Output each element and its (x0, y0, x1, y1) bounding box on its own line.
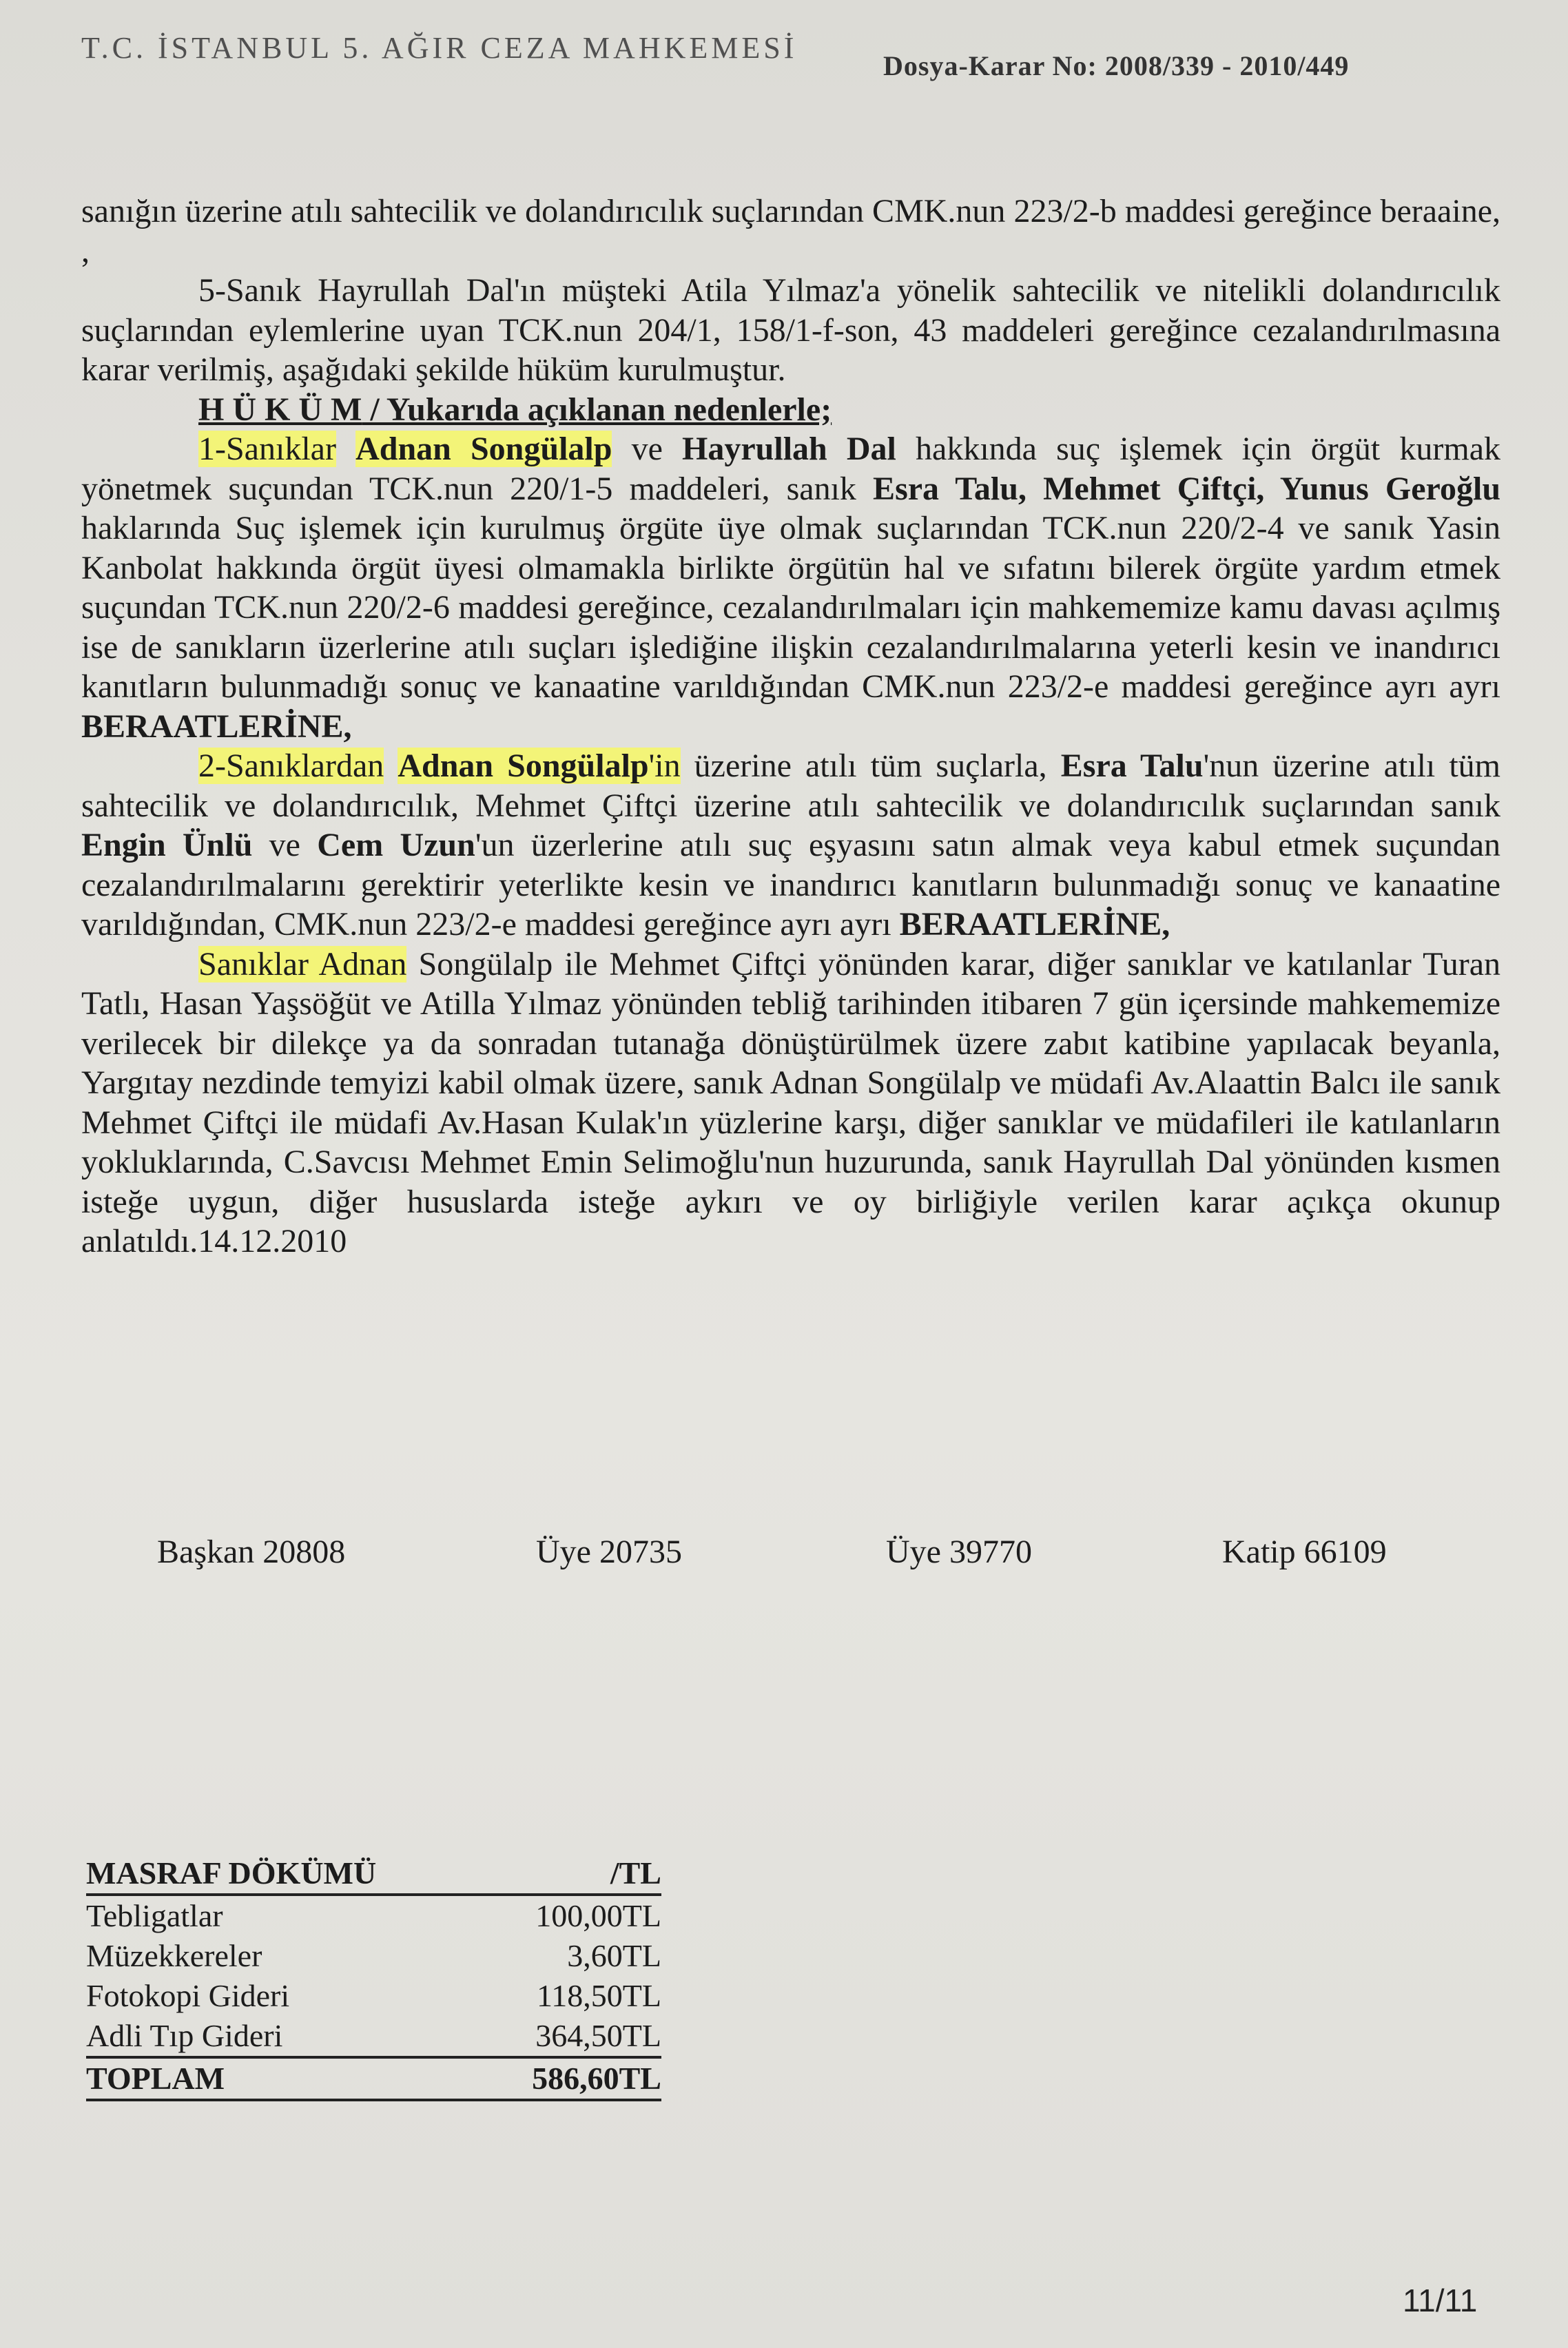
expense-label: Tebligatlar (86, 1898, 223, 1933)
hukum-rest: / Yukarıda açıklanan nedenlerle; (362, 391, 832, 428)
expense-row (86, 2016, 661, 2056)
item2-name-a: Adnan Songülalp (398, 748, 649, 784)
expense-amount: 3,60TL (567, 1938, 661, 1973)
paragraph-item-1 (81, 429, 1500, 746)
signature-clerk: Katip 66109 (1222, 1534, 1387, 1570)
expense-row (86, 1896, 661, 1936)
expense-total-amount: 586,60TL (532, 2061, 661, 2096)
expense-total-row (86, 2056, 661, 2101)
item1-text-1: hakkında suç işlemek için örgüt kurmak yönetmek suçundan TCK.nun 220/1-5 maddeleri, sanık (81, 431, 1500, 507)
item3-highlight: Sanıklar Adnan (198, 945, 407, 982)
item2-verdict: BERAATLERİNE, (899, 906, 1170, 943)
signature-row (0, 1533, 1568, 1581)
item2-text-2: 'nun üzerine atılı tüm sahtecilik ve dolandırıcılık, Mehmet Çiftçi üzerine atılı sahtecilik ve dolandırıcılık suçlarından sanık (81, 748, 1501, 824)
hukum-heading (81, 390, 1500, 430)
hukum-label: H Ü K Ü M (198, 391, 362, 428)
item3-text: Songülalp ile Mehmet Çiftçi yönünden karar, diğer sanıklar ve katılanlar Turan Tatlı, Hasan Yaşsöğüt ve Atilla Yılmaz yönünden tebliğ tarihinden itibaren 7 gün içersinde mahkememize verilecek bir dilekçe ya da sonradan tutanağa dönüştürülmek üzere zabıt katibine yapılacak beyanla, Yargıtay nezdinde temyizi kabil olmak üzere, sanık Adnan Songülalp ve müdafi Av.Alaattin Balcı ile sanık Mehmet Çiftçi ile müdafi Av.Hasan Kulak'ın yüzlerine karşı, diğer sanıklar ve müdafileri ile katılanların yokluklarında, C.Savcısı Mehmet Emin Selimoğlu'nun huzurunda, sanık Hayrullah Dal yönünden kısmen isteğe uygun, diğer hususlarda isteğe aykırı ve oy birliğiyle verilen karar açıkça okunup anlatıldı.14.12.2010 (81, 945, 1500, 1259)
item2-suffix: 'in (648, 748, 681, 784)
item1-verdict: BERAATLERİNE, (81, 708, 352, 745)
item2-name-3: Cem Uzun (317, 827, 475, 863)
expense-unit: /TL (610, 1855, 661, 1891)
item1-text-2: haklarında Suç işlemek için kurulmuş örgüte üye olmak suçlarından TCK.nun 220/2-4 ve sanık Yasin Kanbolat hakkında örgüt üyesi olmamakla birlikte örgütün hal ve sıfatını bilerek örgüte yardım etmek suçundan TCK.nun 220/2-6 maddesi gereğince, cezalandırılmaları için mahkememize kamu davası açılmış ise de sanıkların üzerlerine atılı suçları işlediğine ilişkin cezalandırılmalarına yeterli kesin ve inandırıcı kanıtların bulunmadığı sonuç ve kanaatine varıldığından CMK.nun 223/2-e maddesi gereğince ayrı ayrı (81, 510, 1500, 705)
expense-title: MASRAF DÖKÜMÜ (86, 1855, 377, 1891)
expense-table-header (86, 1853, 661, 1896)
expense-table (86, 1853, 661, 2101)
item2-text-3: ve (252, 827, 318, 863)
judgment-body (81, 192, 1500, 1261)
item1-name-b: Hayrullah Dal (682, 431, 896, 467)
item1-names-1: Esra Talu, Mehmet Çiftçi, Yunus Geroğlu (873, 470, 1501, 507)
expense-label: Fotokopi Gideri (86, 1978, 290, 2013)
item2-text-4: 'un üzerlerine atılı suç eşyasını satın almak veya kabul etmek suçundan cezalandırılmalarını gerektirir yeterlikte kesin ve inandırıcı kanıtların bulunmadığı sonuç ve kanaatine varıldığından, CMK.nun 223/2-e maddesi gereğince ayrı ayrı (81, 827, 1501, 943)
expense-label: Müzekkereler (86, 1938, 262, 1973)
signature-president: Başkan 20808 (157, 1534, 346, 1570)
court-header: T.C. İSTANBUL 5. AĞIR CEZA MAHKEMESİ (81, 31, 798, 65)
paragraph-item-2 (81, 746, 1500, 945)
signature-member-1: Üye 20735 (536, 1534, 682, 1570)
item1-ve: ve (612, 431, 683, 467)
expense-row (86, 1976, 661, 2016)
item2-name-2: Engin Ünlü (81, 827, 253, 863)
page-number: 11/11 (1403, 2283, 1478, 2318)
case-number: Dosya-Karar No: 2008/339 - 2010/449 (883, 50, 1350, 81)
paragraph-item-5: 5-Sanık Hayrullah Dal'ın müşteki Atila Yılmaz'a yönelik sahtecilik ve nitelikli dolandırıcılık suçlarından eylemlerine uyan TCK.nun 204/1, 158/1-f-son, 43 maddeleri gereğince cezalandırılmasına karar verilmiş, aşağıdaki şekilde hüküm kurulmuştur. (81, 272, 1500, 388)
paragraph-item-3 (81, 945, 1500, 1261)
signature-member-2: Üye 39770 (886, 1534, 1032, 1570)
expense-amount: 100,00TL (535, 1898, 661, 1933)
paragraph-acquittal-continued: sanığın üzerine atılı sahtecilik ve dolandırıcılık suçlarından CMK.nun 223/2-b maddesi gereğince beraaine, , (81, 193, 1500, 269)
item1-number: 1-Sanıklar (198, 431, 336, 467)
expense-amount: 364,50TL (535, 2018, 661, 2053)
item2-text-1: üzerine atılı tüm suçlarla, (680, 748, 1061, 784)
expense-total-label: TOPLAM (86, 2061, 225, 2096)
item1-name-a: Adnan Songülalp (355, 431, 612, 467)
item2-name-1: Esra Talu (1060, 748, 1204, 784)
expense-label: Adli Tıp Gideri (86, 2018, 283, 2053)
item2-number: 2-Sanıklardan (198, 748, 384, 784)
expense-amount: 118,50TL (537, 1978, 661, 2013)
expense-row (86, 1936, 661, 1976)
